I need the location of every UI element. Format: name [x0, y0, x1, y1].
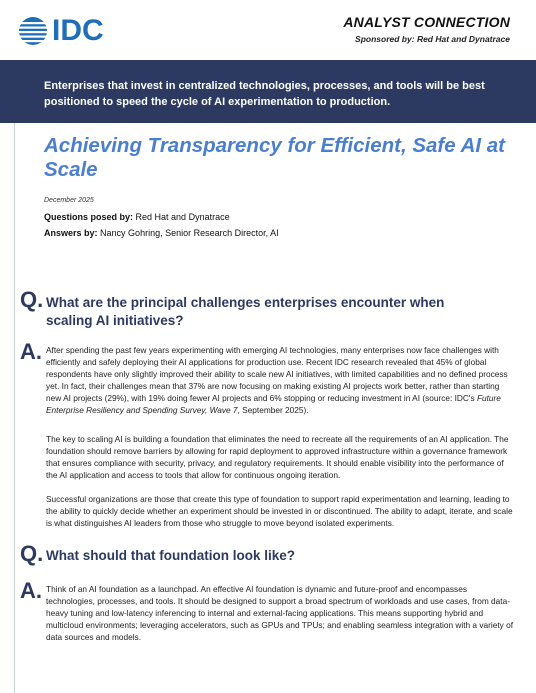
document-date: December 2025: [44, 197, 94, 204]
a1-p1-text: After spending the past few years experimenting with emerging AI technologies, many enterprises now face challenges with efficiently and safely deploying their AI applications for production use. Recent IDC research revealed that 45% of global respondents have only slightly improved their ability to scale new AI initiatives, with limited capabilities and no defined process yet. In fact, their challenges mean that 37% are now focusing on making existing AI projects work better, rather than starting new AI projects (29%), with 19% doing fewer AI projects and 6% stopping or reducing investment in AI (source: IDC's: [46, 345, 508, 403]
questions-value: Red Hat and Dynatrace: [135, 212, 230, 222]
left-margin-rule: [14, 123, 15, 693]
idc-logo: [18, 16, 104, 46]
logo-wordmark: IDC: [52, 14, 104, 47]
answers-by: [44, 228, 279, 238]
header-right: [343, 14, 510, 44]
q2-question: What should that foundation look like?: [46, 548, 295, 563]
a2-letter: A.: [20, 578, 42, 603]
questions-label: Questions posed by:: [44, 212, 134, 222]
globe-icon: [18, 16, 48, 46]
questions-posed-by: [44, 212, 230, 222]
sponsor-names: Red Hat and Dynatrace: [416, 34, 510, 44]
a1-paragraph-3: Successful organizations are those that create this type of foundation to support rapid experimentation and learning, leading to the ability to quickly decide whether an experiment should be invested in or discontinued. The ability to adapt, iterate, and scale is what distinguishes AI leaders from those who struggle to move beyond isolated experiments.: [46, 494, 513, 528]
sponsor-label: Sponsored by:: [355, 34, 415, 44]
sponsor-line: [343, 34, 510, 44]
document-title: Achieving Transparency for Efficient, Safe AI at Scale: [44, 134, 506, 181]
a1-paragraph-1: [46, 344, 514, 416]
q1-question: What are the principal challenges enterprises encounter when scaling AI initiatives?: [46, 295, 445, 328]
analyst-connection-title: ANALYST CONNECTION: [343, 14, 510, 30]
q2-letter: Q.: [20, 541, 44, 566]
answers-value: Nancy Gohring, Senior Research Director, AI: [100, 228, 279, 238]
a1-paragraph-2: The key to scaling AI is building a foundation that eliminates the need to recreate all the requirements of an AI application. The foundation should remove barriers by allowing for rapid deployment to approved infrastructure within a governance framework that ensures compliance with security, privacy, and regulatory requirements. It should enable visibility into the performance of the AI application and access to tools that allow for continuous ongoing iteration.: [46, 434, 509, 480]
banner-text: Enterprises that invest in centralized technologies, processes, and tools will be best positioned to speed the cycle of AI experimentation to production.: [44, 80, 485, 108]
q1-letter: Q.: [20, 287, 44, 312]
a2-paragraph-1: Think of an AI foundation as a launchpad. An effective AI foundation is dynamic and future-proof and encompasses technologies, processes, and tools. It should be designed to support a broad spectrum of workloads and use cases, from data-heavy tuning and low-latency inferencing to internal and external-facing applications. This means supporting hybrid and multicloud environments; leveraging accelerators, such as GPUs and TPUs; and enabling seamless integration with a variety of data sources and models.: [46, 584, 514, 642]
a1-p1-source: Future Enterprise Resiliency and Spending Survey, Wave 7: [46, 393, 501, 415]
a1-letter: A.: [20, 339, 42, 364]
a1-p1-tail: , September 2025).: [237, 405, 309, 415]
answers-label: Answers by:: [44, 228, 98, 238]
